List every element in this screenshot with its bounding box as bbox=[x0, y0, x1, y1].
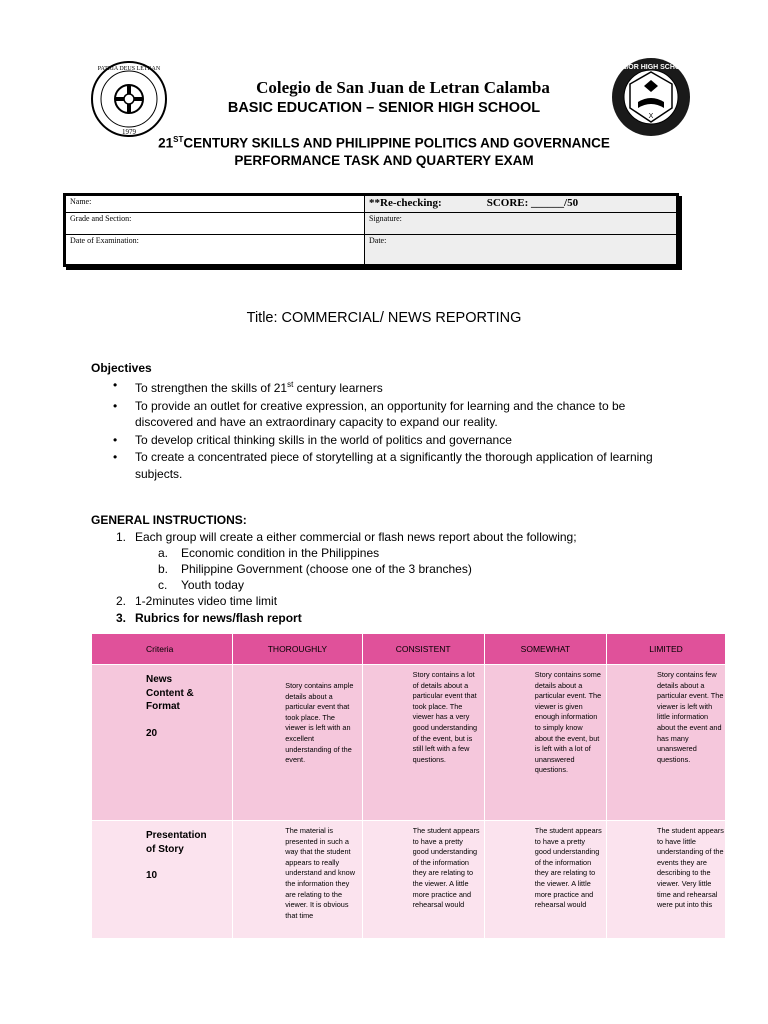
svg-text:X: X bbox=[648, 113, 654, 120]
objective-item bbox=[113, 432, 683, 449]
rubric-header-somewhat: SOMEWHAT bbox=[484, 634, 606, 665]
rubric-cell-limited bbox=[607, 665, 726, 821]
objective-text: To create a concentrated piece of storytelling at a significantly the thorough application of learning subjects. bbox=[135, 450, 653, 481]
rubric-cell-text: The student appears to have a pretty good understanding of the information they are relating to the viewer. A little more practice and rehearsal would bbox=[534, 826, 602, 910]
instruction-1-number: 1. bbox=[116, 530, 127, 544]
criteria-line: Format bbox=[146, 701, 180, 712]
signature-field[interactable] bbox=[365, 213, 677, 235]
date-label: Date: bbox=[369, 236, 387, 245]
objective-text: To develop critical thinking skills in the world of politics and governance bbox=[135, 432, 512, 447]
subitem-letter: a. bbox=[158, 546, 169, 560]
rubric-criteria-cell bbox=[92, 665, 233, 821]
rubric-row bbox=[92, 821, 726, 939]
date-of-exam-label: Date of Examination: bbox=[70, 236, 139, 245]
objective-text: To provide an outlet for creative expression, an opportunity for learning and the chance to be discovered and have an extraordinary capacity to expand our reality. bbox=[135, 398, 626, 429]
rubric-cell-text: The student appears to have a pretty good understanding of the information they are relating to the viewer. A little more practice and rehearsal would bbox=[412, 826, 480, 910]
rubric-cell-thoroughly bbox=[233, 665, 362, 821]
objectives-list bbox=[113, 377, 683, 483]
rubric-header-limited: LIMITED bbox=[607, 634, 726, 665]
criteria-line: Content & bbox=[146, 687, 194, 699]
criteria-line: News bbox=[146, 674, 173, 685]
rubric-cell-consistent bbox=[362, 821, 484, 939]
svg-text:PATRIA DEUS LETRAN: PATRIA DEUS LETRAN bbox=[97, 66, 161, 72]
criteria-line: of Story bbox=[146, 843, 184, 855]
grade-section-field[interactable] bbox=[66, 213, 365, 235]
rubric-criteria-cell bbox=[92, 821, 233, 939]
student-info-box bbox=[63, 193, 679, 267]
name-field[interactable] bbox=[66, 196, 365, 213]
course-line1-sup: ST bbox=[173, 135, 184, 144]
criteria-line: Presentation bbox=[146, 830, 207, 841]
rubric-cell-somewhat bbox=[484, 821, 606, 939]
subitem-text: Economic condition in the Philippines bbox=[181, 546, 380, 560]
svg-text:SENIOR HIGH SCHOOL: SENIOR HIGH SCHOOL bbox=[611, 64, 691, 71]
school-name: Colegio de San Juan de Letran Calamba bbox=[256, 78, 550, 97]
grade-section-label: Grade and Section: bbox=[70, 214, 132, 223]
rubric-cell-limited bbox=[607, 821, 726, 939]
rubric-header-consistent: CONSISTENT bbox=[362, 634, 484, 665]
objective-item bbox=[113, 449, 683, 482]
objective-item bbox=[113, 398, 683, 431]
rubric-cell-consistent bbox=[362, 665, 484, 821]
rubric-cell-thoroughly bbox=[233, 821, 362, 939]
course-line1-prefix: 21 bbox=[158, 135, 174, 151]
rubric-header-thoroughly: THOROUGHLY bbox=[233, 634, 362, 665]
svg-text:1979: 1979 bbox=[122, 128, 136, 136]
rubric-cell-text: Story contains a lot of details about a particular event that took place. The viewer has a very good understanding of the event, but is still left with a few questions. bbox=[412, 670, 478, 764]
subitem-text: Philippine Government (choose one of the 3 branches) bbox=[181, 562, 472, 576]
course-line2: PERFORMANCE TASK AND QUARTERY EXAM bbox=[234, 152, 534, 168]
rubric-table bbox=[91, 633, 726, 939]
rechecking-field bbox=[365, 196, 677, 213]
score-label: SCORE: ______/50 bbox=[486, 197, 579, 209]
rubric-row bbox=[92, 665, 726, 821]
criteria-points: 10 bbox=[146, 870, 158, 881]
rubric-cell-somewhat bbox=[484, 665, 606, 821]
criteria-points: 20 bbox=[146, 727, 158, 739]
course-line1-rest: CENTURY SKILLS AND PHILIPPINE POLITICS AND GOVERNANCE bbox=[183, 135, 610, 151]
objective-item bbox=[113, 377, 683, 397]
instruction-2-number: 2. bbox=[116, 594, 127, 608]
signature-label: Signature: bbox=[369, 214, 402, 223]
instruction-1-text: Each group will create a either commercial or flash news report about the following; bbox=[135, 530, 577, 544]
date-field[interactable] bbox=[365, 235, 677, 265]
instruction-2-text: 1-2minutes video time limit bbox=[135, 594, 278, 608]
course-title bbox=[0, 131, 768, 169]
rubric-cell-text: The material is presented in such a way that the student appears to really understand and know the information they are relating to the viewer. It is obvious that time bbox=[285, 826, 356, 920]
objective-text: To strengthen the skills of 21 bbox=[135, 381, 288, 395]
rubric-cell-text: The student appears to have little understanding of the events they are describing to the viewer. Very little time and rehearsal were put into this bbox=[657, 826, 724, 910]
subitem-letter: b. bbox=[158, 562, 169, 576]
bullet-icon: • bbox=[113, 450, 118, 464]
objective-text-post: century learners bbox=[293, 381, 383, 395]
page-title: Title: COMMERCIAL/ NEWS REPORTING bbox=[246, 310, 522, 326]
rubric-header-criteria: Criteria bbox=[92, 634, 233, 665]
subitem-letter: c. bbox=[158, 578, 168, 592]
objective-sup: st bbox=[287, 380, 294, 389]
bullet-icon: • bbox=[113, 432, 118, 447]
rubric-cell-text: Story contains ample details about a particular event that took place. The viewer is left with an excellent understanding of the event. bbox=[285, 681, 354, 765]
rechecking-label: **Re-checking: bbox=[369, 197, 442, 209]
instruction-3-text: Rubrics for news/flash report bbox=[135, 611, 302, 625]
date-of-exam-field[interactable] bbox=[66, 235, 365, 265]
objectives-heading: Objectives bbox=[91, 361, 152, 375]
rubric-cell-text: Story contains few details about a particular event. The viewer is left with little information about the event and has many unanswered questions. bbox=[657, 670, 724, 764]
name-label: Name: bbox=[70, 197, 92, 206]
bullet-icon: • bbox=[113, 378, 118, 392]
school-division: BASIC EDUCATION – SENIOR HIGH SCHOOL bbox=[227, 100, 541, 116]
rubric-header-row bbox=[92, 634, 726, 665]
instruction-3-number: 3. bbox=[116, 611, 127, 625]
letran-seal-logo bbox=[90, 60, 168, 138]
subitem-text: Youth today bbox=[181, 578, 244, 592]
rubric-cell-text: Story contains some details about a particular event. The viewer is given enough information to simply know about the event, but is left with a lot of unanswered questions. bbox=[534, 670, 602, 775]
bullet-icon: • bbox=[113, 398, 118, 413]
instructions-heading: GENERAL INSTRUCTIONS: bbox=[91, 513, 247, 527]
